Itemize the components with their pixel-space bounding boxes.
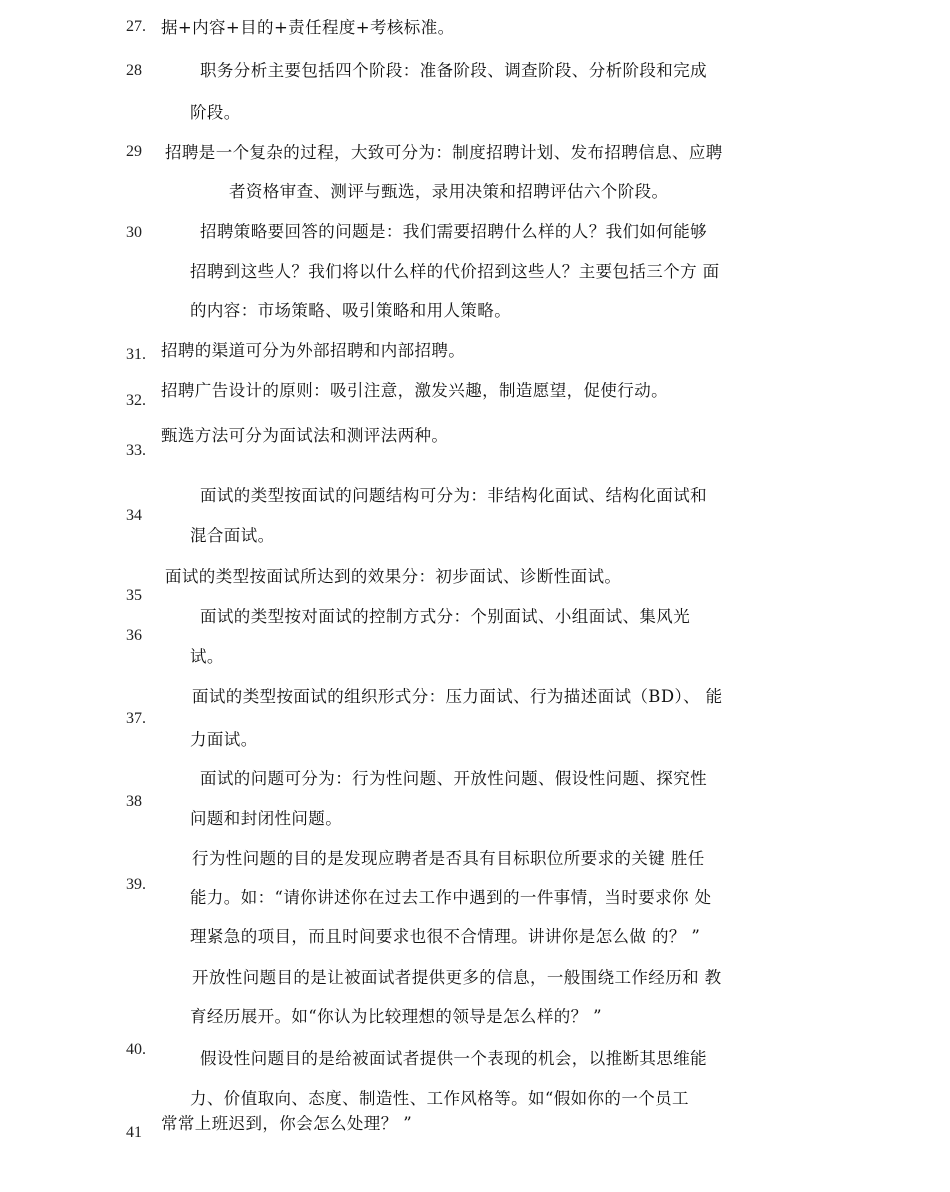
item-text-line: 问题和封闭性问题。 [190, 809, 343, 828]
item-number: 36 [126, 627, 142, 644]
item-text-line: 行为性问题的目的是发现应聘者是否具有目标职位所要求的关键 胜任 [192, 849, 705, 868]
item-text-line: 招聘是一个复杂的过程，大致可分为：制度招聘计划、发布招聘信息、应聘 [165, 143, 723, 162]
item-text-line: 面试的问题可分为：行为性问题、开放性问题、假设性问题、探究性 [200, 769, 707, 788]
item-number: 29 [126, 143, 142, 160]
item-text-line: 的内容：市场策略、吸引策略和用人策略。 [190, 301, 512, 320]
item-number: 38 [126, 793, 142, 810]
item-number: 41 [126, 1124, 142, 1141]
item-text-line: 面试的类型按面试的组织形式分：压力面试、行为描述面试（BD）、 能 [192, 687, 723, 706]
item-number: 31. [126, 346, 146, 363]
item-text-line: 阶段。 [190, 103, 241, 122]
item-text-line: 招聘到这些人？我们将以什么样的代价招到这些人？主要包括三个方 面 [190, 262, 720, 281]
item-number: 32. [126, 392, 146, 409]
item-text-line: 甄选方法可分为面试法和测评法两种。 [161, 426, 449, 445]
item-text-line: 招聘广告设计的原则：吸引注意，激发兴趣，制造愿望，促使行动。 [161, 381, 668, 400]
item-text-line: 试。 [190, 647, 224, 666]
item-text-line: 假设性问题目的是给被面试者提供一个表现的机会，以推断其思维能 [200, 1049, 707, 1068]
item-text-line: 职务分析主要包括四个阶段：准备阶段、调查阶段、分析阶段和完成 [200, 61, 707, 80]
item-text-line: 能力。如：“请你讲述你在过去工作中遇到的一件事情，当时要求你 处 [190, 888, 712, 907]
item-text-line: 力、价值取向、态度、制造性、工作风格等。如“假如你的一个员工 [190, 1089, 689, 1108]
item-text-line: 开放性问题目的是让被面试者提供更多的信息，一般围绕工作经历和 教 [192, 968, 722, 987]
item-number: 39. [126, 876, 146, 893]
item-text-line: 招聘策略要回答的问题是：我们需要招聘什么样的人？我们如何能够 [200, 222, 707, 241]
item-text-line: 理紧急的项目，而且时间要求也很不合情理。讲讲你是怎么做 的？ ” [190, 927, 701, 946]
item-number: 28 [126, 62, 142, 79]
item-number: 30 [126, 224, 142, 241]
item-text-line: 面试的类型按面试所达到的效果分：初步面试、诊断性面试。 [165, 567, 622, 586]
item-text-line: 育经历展开。如“你认为比较理想的领导是怎么样的？ ” [190, 1007, 603, 1026]
item-number: 33. [126, 442, 146, 459]
item-text-line: 面试的类型按对面试的控制方式分：个别面试、小组面试、集风光 [200, 607, 691, 626]
item-number: 34 [126, 507, 142, 524]
item-number: 40. [126, 1041, 146, 1058]
item-number: 37. [126, 710, 146, 727]
item-text-line: 者资格审查、测评与甄选，录用决策和招聘评估六个阶段。 [229, 182, 669, 201]
item-text-line: 据+内容+目的+责任程度+考核标准。 [161, 18, 455, 37]
item-text-line: 力面试。 [190, 730, 258, 749]
item-text-line: 混合面试。 [190, 526, 275, 545]
item-number: 35 [126, 587, 142, 604]
item-text-line: 面试的类型按面试的问题结构可分为：非结构化面试、结构化面试和 [200, 486, 707, 505]
item-text-line: 招聘的渠道可分为外部招聘和内部招聘。 [161, 341, 466, 360]
item-text-line: 常常上班迟到，你会怎么处理？ ” [161, 1114, 413, 1133]
item-number: 27. [126, 18, 146, 35]
